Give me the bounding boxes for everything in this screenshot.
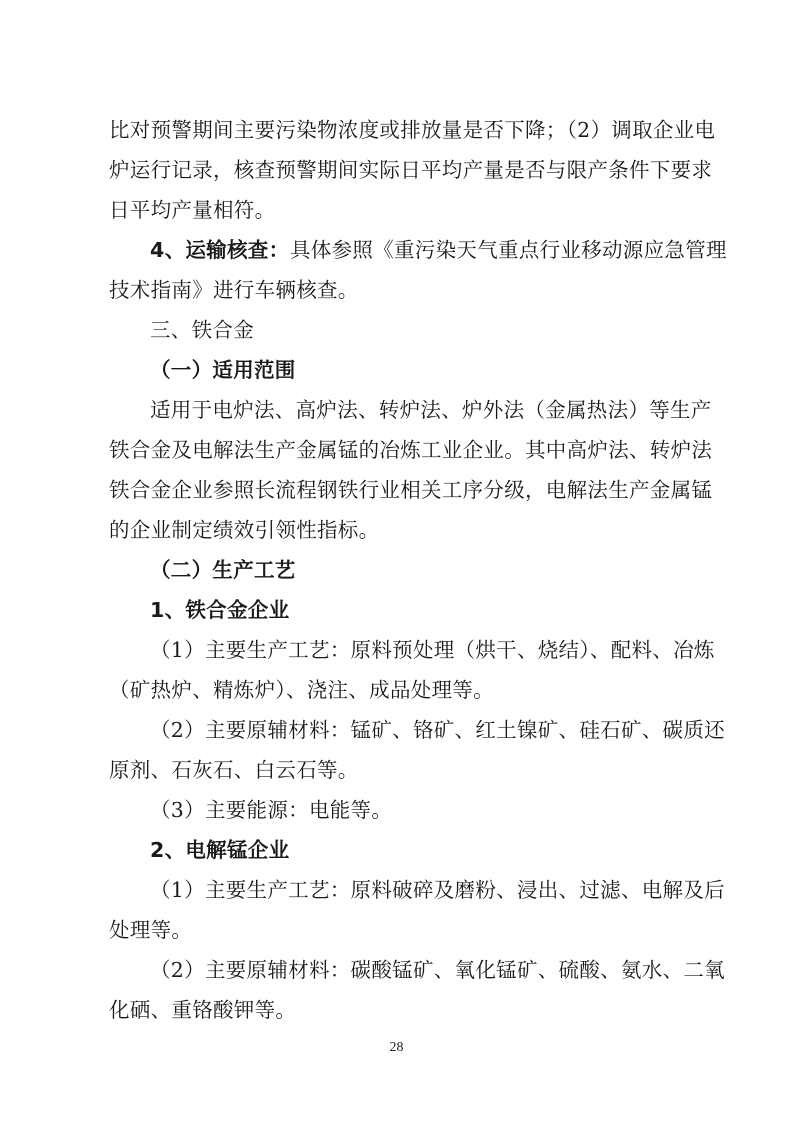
text-line [0,594,793,626]
paragraph-text: 铁合金及电解法生产金属锰的冶炼工业企业。其中高炉法、转炉法 [109,438,713,462]
text-line [0,554,793,586]
text-line [0,834,793,866]
text-line [0,474,793,506]
paragraph-text: 适用于电炉法、高炉法、转炉法、炉外法（金属热法）等生产 [150,398,712,422]
text-line [0,154,793,186]
paragraph-text: 技术指南》进行车辆核查。 [109,278,359,302]
text-line [0,994,793,1026]
paragraph-text: （2）主要原辅材料：碳酸锰矿、氧化锰矿、硫酸、氨水、二氧 [150,958,725,982]
paragraph-text: （1）主要生产工艺：原料破碎及磨粉、浸出、过滤、电解及后 [150,878,725,902]
paragraph-text: 具体参照《重污染天气重点行业移动源应急管理 [290,238,727,262]
subheading-transport-check: 4、运输核查： [150,238,290,262]
subsection-heading: （二）生产工艺 [150,558,296,582]
text-line [0,434,793,466]
text-line [0,114,793,146]
text-line [0,274,793,306]
text-line [0,914,793,946]
subsection-heading: （一）适用范围 [150,358,296,382]
paragraph-text: 的企业制定绩效引领性指标。 [109,518,380,542]
paragraph-text: （3）主要能源：电能等。 [150,798,393,822]
text-line [0,754,793,786]
paragraph-text: （矿热炉、精炼炉）、浇注、成品处理等。 [109,678,494,702]
subheading-ferroalloy: 1、铁合金企业 [150,598,290,622]
text-line [0,394,793,426]
text-line [0,874,793,906]
text-line [0,674,793,706]
paragraph-text: 原剂、石灰石、白云石等。 [109,758,359,782]
page-number: 28 [389,1040,404,1055]
text-line [0,714,793,746]
subheading-electrolytic-manganese: 2、电解锰企业 [150,838,290,862]
text-line [0,514,793,546]
paragraph-text: 铁合金企业参照长流程钢铁行业相关工序分级，电解法生产金属锰 [109,478,713,502]
paragraph-text: 处理等。 [109,918,193,942]
text-line [0,794,793,826]
section-heading: 三、铁合金 [150,318,254,342]
paragraph-text: 日平均产量相符。 [109,198,276,222]
paragraph-text: （1）主要生产工艺：原料预处理（烘干、烧结）、配料、冶炼 [150,638,715,662]
text-line [0,354,793,386]
text-line [0,234,793,266]
paragraph-text: 炉运行记录，核查预警期间实际日平均产量是否与限产条件下要求 [109,158,713,182]
text-line [0,314,793,346]
text-line [0,954,793,986]
paragraph-text: （2）主要原辅材料：锰矿、铬矿、红土镍矿、硅石矿、碳质还 [150,718,725,742]
paragraph-text: 比对预警期间主要污染物浓度或排放量是否下降；（2）调取企业电 [109,118,716,142]
text-line [0,634,793,666]
text-line [0,194,793,226]
paragraph-text: 化硒、重铬酸钾等。 [109,998,297,1022]
